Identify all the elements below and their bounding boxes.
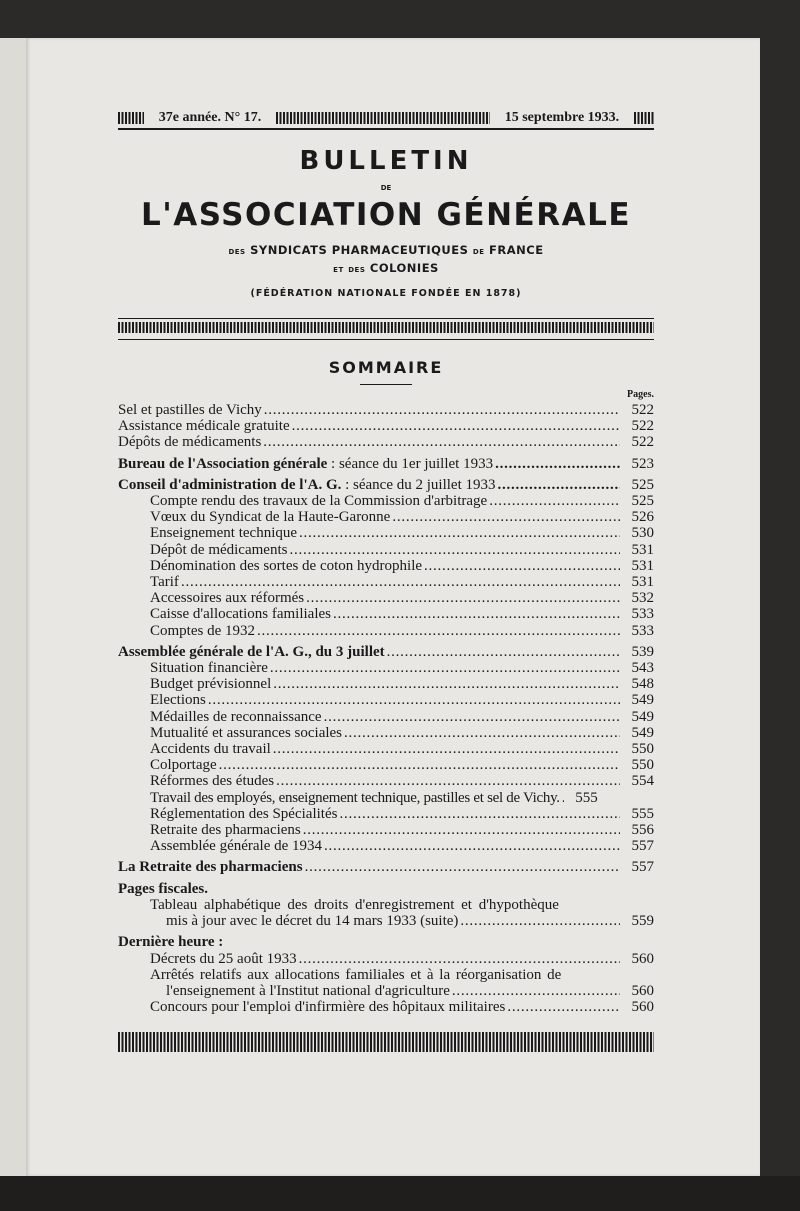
title-colonies: ET DES COLONIES xyxy=(333,261,439,275)
toc-entry[interactable]: Tarif . . . 531 xyxy=(118,574,654,590)
decorative-band xyxy=(118,318,654,340)
toc-entry[interactable]: Elections . . . 549 xyxy=(118,692,654,708)
decorative-band-bottom xyxy=(118,1032,654,1052)
toc-entry[interactable]: Dépôt de médicaments . . . 531 xyxy=(118,542,654,558)
toc-entry[interactable]: Sel et pastilles de Vichy . . . 522 xyxy=(118,402,654,418)
decorative-bars xyxy=(118,112,144,124)
header-rule xyxy=(118,128,654,130)
toc-entry[interactable]: Vœux du Syndicat de la Haute-Garonne . . . 526 xyxy=(118,509,654,525)
table-of-contents xyxy=(118,402,654,1015)
toc-heading-derniere: Dernière heure : xyxy=(118,934,224,951)
toc-entry[interactable]: Accessoires aux réformés . . . 532 xyxy=(118,590,654,606)
toc-section-bureau[interactable]: Bureau de l'Association générale : séance du 1er juillet 1933 . . . 523 xyxy=(118,456,654,472)
toc-entry[interactable]: Concours pour l'emploi d'infirmière des hôpitaux militaires . . . 560 xyxy=(118,999,654,1015)
toc-entry[interactable]: Caisse d'allocations familiales . . . 533 xyxy=(118,606,654,622)
scan-background xyxy=(0,1176,800,1211)
facing-page-edge xyxy=(0,38,27,1178)
issue-header xyxy=(118,106,654,130)
toc-entry[interactable]: Réformes des études . . . 554 xyxy=(118,773,654,789)
title-de: DE xyxy=(380,184,392,192)
toc-entry[interactable]: Situation financière . . . 543 xyxy=(118,660,654,676)
ornament-rule xyxy=(360,384,412,385)
toc-section-assemblee[interactable]: Assemblée générale de l'A. G., du 3 juillet . . . 539 xyxy=(118,644,654,660)
toc-heading-fiscales: Pages fiscales. xyxy=(118,880,208,897)
title-syndicats: DES SYNDICATS PHARMACEUTIQUES DE FRANCE xyxy=(228,243,544,257)
toc-entry-fiscales-line2[interactable]: mis à jour avec le décret du 14 mars 1933 (suite) . . . 559 xyxy=(118,913,654,929)
toc-entry[interactable]: Accidents du travail . . . 550 xyxy=(118,741,654,757)
pages-column-label: Pages. xyxy=(627,389,654,400)
toc-entry-arretes-line1[interactable]: Arrêtés relatifs aux allocations familiales et à la réorganisation de xyxy=(150,966,562,983)
toc-entry[interactable]: Dépôts de médicaments . . . 522 xyxy=(118,434,654,450)
toc-entry[interactable]: Comptes de 1932 . . . 533 xyxy=(118,623,654,639)
decorative-bars xyxy=(276,112,490,124)
decorative-bars xyxy=(118,322,654,333)
toc-entry-arretes-line2[interactable]: l'enseignement à l'Institut national d'agriculture . . . 560 xyxy=(118,983,654,999)
toc-entry[interactable]: Mutualité et assurances sociales . . . 549 xyxy=(118,725,654,741)
toc-entry-fiscales-line1[interactable]: Tableau alphabétique des droits d'enregistrement et d'hypothèque xyxy=(150,896,559,913)
toc-entry[interactable]: Médailles de reconnaissance . . . 549 xyxy=(118,709,654,725)
toc-entry[interactable]: Retraite des pharmaciens . . . 556 xyxy=(118,822,654,838)
toc-section-retraite[interactable]: La Retraite des pharmaciens . . . 557 xyxy=(118,859,654,875)
toc-entry[interactable]: Dénomination des sortes de coton hydrophile . . . 531 xyxy=(118,558,654,574)
title-association: L'ASSOCIATION GÉNÉRALE xyxy=(140,197,632,233)
toc-entry[interactable]: Assemblée générale de 1934 . . . 557 xyxy=(118,838,654,854)
toc-section-conseil[interactable]: Conseil d'administration de l'A. G. : séance du 2 juillet 1933 . . . 525 xyxy=(118,477,654,493)
toc-entry[interactable]: Assistance médicale gratuite . . . 522 xyxy=(118,418,654,434)
issue-date: 15 septembre 1933. xyxy=(504,110,620,125)
sommaire-title: SOMMAIRE xyxy=(328,358,444,377)
toc-entry[interactable]: Enseignement technique . . . 530 xyxy=(118,525,654,541)
issue-number: 37e année. N° 17. xyxy=(158,110,262,125)
toc-entry[interactable]: Budget prévisionnel . . . 548 xyxy=(118,676,654,692)
toc-entry[interactable]: Réglementation des Spécialités . . . 555 xyxy=(118,806,654,822)
toc-entry[interactable]: Décrets du 25 août 1933 . . . 560 xyxy=(118,951,654,967)
title-bulletin: BULLETIN xyxy=(299,146,473,176)
decorative-bars xyxy=(634,112,654,124)
toc-entry[interactable]: Travail des employés, enseignement technique, pastilles et sel de Vichy. . . . 555 xyxy=(118,790,654,806)
toc-entry[interactable]: Colportage . . . 550 xyxy=(118,757,654,773)
toc-entry[interactable]: Compte rendu des travaux de la Commission d'arbitrage . . . 525 xyxy=(118,493,654,509)
title-federation: (FÉDÉRATION NATIONALE FONDÉE EN 1878) xyxy=(250,288,522,299)
